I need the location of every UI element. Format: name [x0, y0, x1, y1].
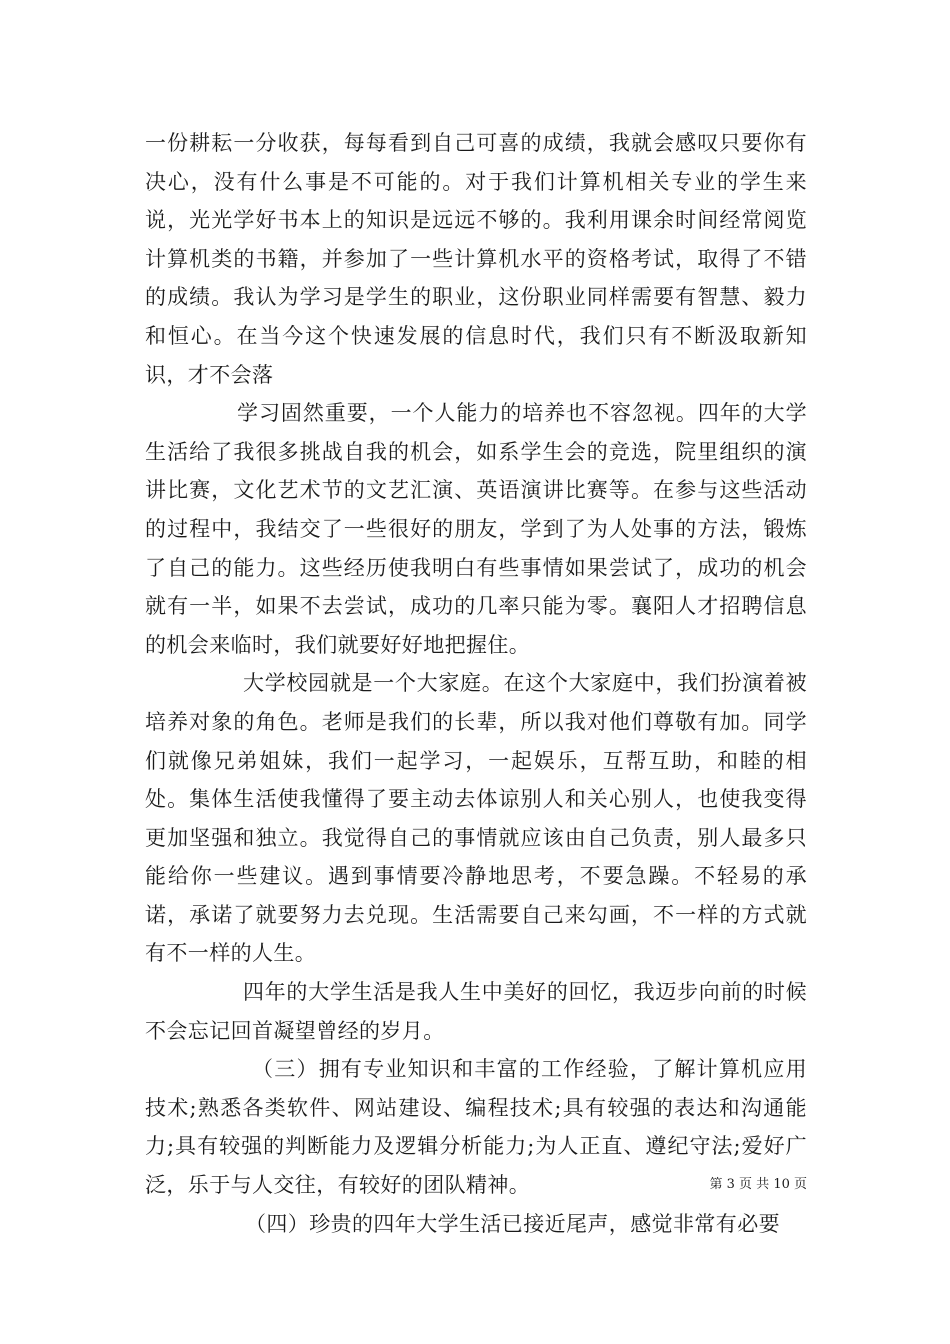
- paragraph-3: 大学校园就是一个大家庭。在这个大家庭中，我们扮演着被培养对象的角色。老师是我们的长辈，所以我对他们尊敬有加。同学们就像兄弟姐妹，我们一起学习，一起娱乐，互帮互助，和睦的相处。集体生活使我懂得了要主动去体谅别人和关心别人，也使我变得更加坚强和独立。我觉得自己的事情就应该由自己负责，别人最多只能给你一些建议。遇到事情要冷静地思考，不要急躁。不轻易的承诺，承诺了就要努力去兑现。生活需要自己来勾画，不一样的方式就有不一样的人生。: [145, 671, 807, 966]
- document-body: [145, 124, 807, 1243]
- paragraph-1: 一份耕耘一分收获，每每看到自己可喜的成绩，我就会感叹只要你有决心，没有什么事是不可能的。对于我们计算机相关专业的学生来说，光光学好书本上的知识是远远不够的。我利用课余时间经常阅览计算机类的书籍，并参加了一些计算机水平的资格考试，取得了不错的成绩。我认为学习是学生的职业，这份职业同样需要有智慧、毅力和恒心。在当今这个快速发展的信息时代，我们只有不断汲取新知识，才不会落: [145, 131, 807, 387]
- page-number-footer: 第 3 页 共 10 页: [709, 1177, 807, 1192]
- paragraph-6: （四）珍贵的四年大学生活已接近尾声，感觉非常有必要: [245, 1211, 780, 1236]
- paragraph-5: （三）拥有专业知识和丰富的工作经验，了解计算机应用技术;熟悉各类软件、网站建设、编程技术;具有较强的表达和沟通能力;具有较强的判断能力及逻辑分析能力;为人正直、遵纪守法;爱好广泛，乐于与人交往，有较好的团队精神。: [145, 1057, 807, 1198]
- paragraph-2: 学习固然重要，一个人能力的培养也不容忽视。四年的大学生活给了我很多挑战自我的机会，如系学生会的竞选，院里组织的演讲比赛，文化艺术节的文艺汇演、英语演讲比赛等。在参与这些活动的过程中，我结交了一些很好的朋友，学到了为人处事的方法，锻炼了自己的能力。这些经历使我明白有些事情如果尝试了，成功的机会就有一半，如果不去尝试，成功的几率只能为零。襄阳人才招聘信息的机会来临时，我们就要好好地把握住。: [145, 401, 807, 657]
- paragraph-4: 四年的大学生活是我人生中美好的回忆，我迈步向前的时候不会忘记回首凝望曾经的岁月。: [145, 980, 807, 1043]
